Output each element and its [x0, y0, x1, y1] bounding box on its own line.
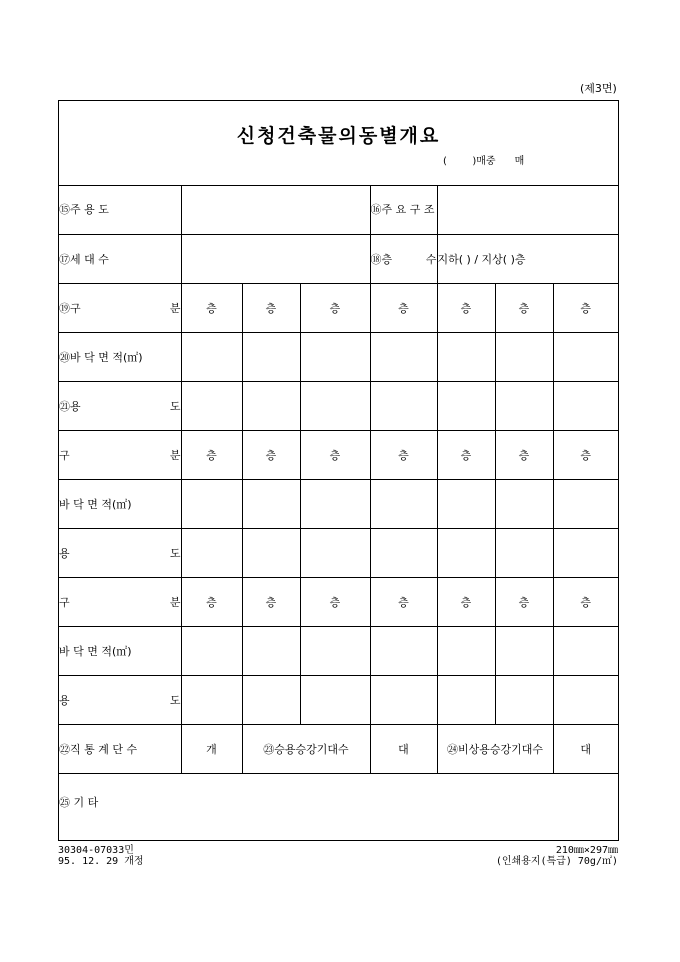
- floor-area-cell[interactable]: [181, 626, 242, 675]
- use-cell[interactable]: [553, 528, 618, 577]
- floor-area-cell[interactable]: [495, 332, 553, 381]
- floor-area-label: 바 닥 면 적(㎡): [59, 479, 181, 528]
- use-row: [59, 675, 618, 724]
- floor-cell: 층: [300, 577, 370, 626]
- households-label: ⑰세 대 수: [59, 234, 181, 283]
- revision-date: 95. 12. 29 개정: [58, 856, 144, 867]
- floor-cell: 층: [437, 577, 495, 626]
- use-label: ㉑용 도: [59, 381, 181, 430]
- elevator-row: [59, 724, 618, 773]
- emergency-elevator-label: ㉔비상용승강기대수: [437, 724, 553, 773]
- floor-cell: 층: [181, 283, 242, 332]
- use-cell[interactable]: [437, 675, 495, 724]
- floor-area-row: [59, 332, 618, 381]
- floor-cell: 층: [553, 430, 618, 479]
- use-label: 용 도: [59, 675, 181, 724]
- floor-area-cell[interactable]: [242, 479, 300, 528]
- use-cell[interactable]: [437, 528, 495, 577]
- division-row: [59, 283, 618, 332]
- floor-cell: 층: [370, 283, 437, 332]
- use-label: 용 도: [59, 528, 181, 577]
- use-row: [59, 381, 618, 430]
- use-cell[interactable]: [370, 675, 437, 724]
- floors-value[interactable]: 지하( ) / 지상( )층: [437, 234, 618, 283]
- floor-cell: 층: [495, 577, 553, 626]
- floor-area-cell[interactable]: [553, 479, 618, 528]
- households-row: [59, 234, 618, 283]
- households-value[interactable]: [181, 234, 370, 283]
- floor-cell: 층: [553, 577, 618, 626]
- floor-cell: 층: [495, 430, 553, 479]
- use-cell[interactable]: [370, 528, 437, 577]
- floor-cell: 층: [242, 283, 300, 332]
- floor-area-cell[interactable]: [300, 332, 370, 381]
- use-cell[interactable]: [181, 381, 242, 430]
- passenger-elevator-value[interactable]: 대: [370, 724, 437, 773]
- floor-area-row: [59, 479, 618, 528]
- floor-cell: 층: [181, 577, 242, 626]
- passenger-elevator-label: ㉓승용승강기대수: [242, 724, 370, 773]
- floor-area-cell[interactable]: [553, 332, 618, 381]
- direct-stairs-value[interactable]: 개: [181, 724, 242, 773]
- floor-area-cell[interactable]: [370, 626, 437, 675]
- main-use-row: [59, 185, 618, 234]
- paper-type: (인쇄용지(특급) 70g/㎡): [495, 856, 618, 867]
- use-cell[interactable]: [300, 675, 370, 724]
- overview-table: [59, 185, 618, 830]
- footer-right: [496, 845, 618, 867]
- floor-cell: 층: [370, 577, 437, 626]
- floor-area-cell[interactable]: [242, 332, 300, 381]
- building-overview-form: [58, 100, 619, 841]
- floor-cell: 층: [300, 430, 370, 479]
- use-cell[interactable]: [370, 381, 437, 430]
- floor-cell: 층: [300, 283, 370, 332]
- floor-area-cell[interactable]: [370, 479, 437, 528]
- paper-size: 210㎜×297㎜: [555, 845, 618, 856]
- floor-area-label: 바 닥 면 적(㎡): [59, 626, 181, 675]
- floor-area-cell[interactable]: [370, 332, 437, 381]
- floors-label: ⑱층 수: [370, 234, 437, 283]
- floor-cell: 층: [370, 430, 437, 479]
- use-row: [59, 528, 618, 577]
- floor-area-label: ⑳바 닥 면 적(㎡): [59, 332, 181, 381]
- main-use-label: ⑮주 용 도: [59, 185, 181, 234]
- floor-cell: 층: [495, 283, 553, 332]
- main-structure-label: ⑯주 요 구 조: [370, 185, 437, 234]
- floor-cell: 층: [181, 430, 242, 479]
- title-section: [59, 101, 618, 186]
- main-use-value[interactable]: [181, 185, 370, 234]
- other-field[interactable]: ㉕ 기 타: [59, 773, 618, 830]
- form-title: 신청건축물의동별개요: [236, 125, 441, 147]
- floor-cell: 층: [242, 430, 300, 479]
- use-cell[interactable]: [553, 381, 618, 430]
- floor-cell: 층: [437, 283, 495, 332]
- use-cell[interactable]: [181, 528, 242, 577]
- floor-area-cell[interactable]: [495, 479, 553, 528]
- use-cell[interactable]: [437, 381, 495, 430]
- floor-area-cell[interactable]: [242, 626, 300, 675]
- use-cell[interactable]: [553, 675, 618, 724]
- floor-area-row: [59, 626, 618, 675]
- footer-left: [58, 845, 144, 867]
- floor-area-cell[interactable]: [437, 332, 495, 381]
- sheet-count: ( )매중 매: [443, 156, 525, 167]
- direct-stairs-label: ㉒직 통 계 단 수: [59, 724, 181, 773]
- floor-cell: 층: [437, 430, 495, 479]
- use-cell[interactable]: [495, 675, 553, 724]
- floor-area-cell[interactable]: [495, 626, 553, 675]
- floor-area-cell[interactable]: [181, 332, 242, 381]
- use-cell[interactable]: [300, 528, 370, 577]
- floor-area-cell[interactable]: [553, 626, 618, 675]
- division-row: [59, 430, 618, 479]
- use-cell[interactable]: [495, 528, 553, 577]
- division-label: 구 분: [59, 430, 181, 479]
- use-cell[interactable]: [495, 381, 553, 430]
- page-number: (제3면): [580, 82, 617, 95]
- other-row: [59, 773, 618, 830]
- division-label: ⑲구 분: [59, 283, 181, 332]
- floor-area-cell[interactable]: [300, 626, 370, 675]
- main-structure-value[interactable]: [437, 185, 618, 234]
- use-cell[interactable]: [242, 381, 300, 430]
- emergency-elevator-value[interactable]: 대: [553, 724, 618, 773]
- floor-area-cell[interactable]: [181, 479, 242, 528]
- floor-area-cell[interactable]: [437, 626, 495, 675]
- floor-area-cell[interactable]: [437, 479, 495, 528]
- use-cell[interactable]: [242, 675, 300, 724]
- floor-area-cell[interactable]: [300, 479, 370, 528]
- division-row: [59, 577, 618, 626]
- form-code: 30304-07033민: [58, 845, 134, 856]
- use-cell[interactable]: [242, 528, 300, 577]
- floor-cell: 층: [553, 283, 618, 332]
- use-cell[interactable]: [300, 381, 370, 430]
- use-cell[interactable]: [181, 675, 242, 724]
- division-label: 구 분: [59, 577, 181, 626]
- floor-cell: 층: [242, 577, 300, 626]
